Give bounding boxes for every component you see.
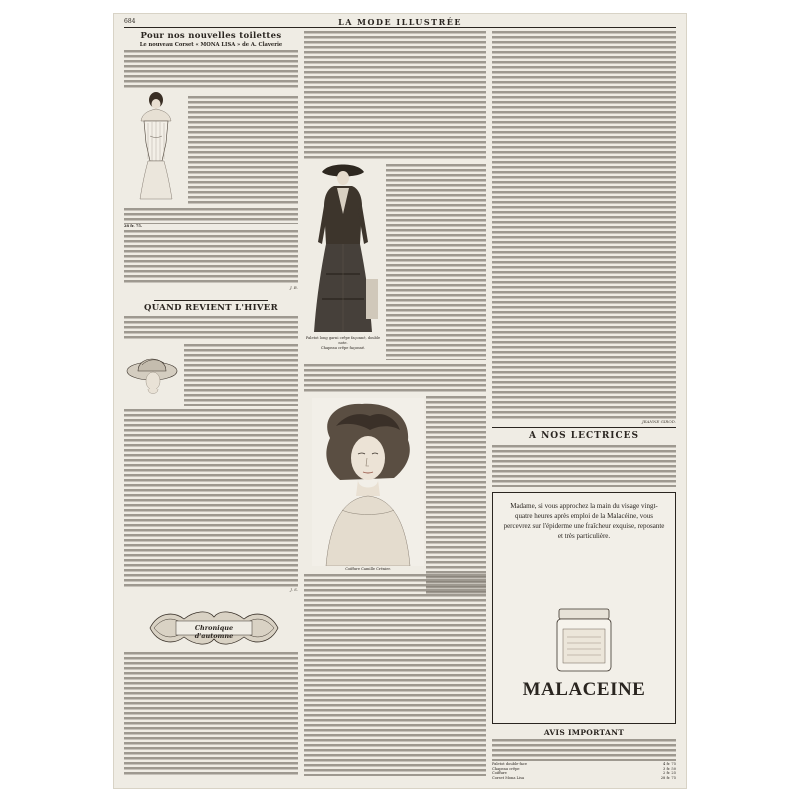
section-divider-lectrices <box>492 427 676 428</box>
article-body-corset-right <box>188 96 298 206</box>
article-body-hiver-right <box>184 344 298 406</box>
article-body-col2-bottom <box>304 574 486 776</box>
hat-illustration <box>126 343 180 395</box>
corset-illustration <box>126 91 186 201</box>
price-value: 3 fr. 50 <box>663 766 676 771</box>
article-body-col2-right <box>386 164 486 360</box>
price-label: Coiffure <box>492 771 507 776</box>
article-title-hiver: QUAND REVIENT L'HIVER <box>144 303 278 313</box>
jar-illustration <box>555 607 613 673</box>
article-body-col2-mid <box>304 364 486 392</box>
lectrices-body <box>492 445 676 487</box>
page-number: 684 <box>124 18 136 25</box>
banner-title: Chronique d'automne <box>194 624 234 640</box>
price-value: 4 fr. 75 <box>663 762 676 766</box>
article-body-hiver-top <box>124 316 298 340</box>
price-value: 28 fr. 75 <box>660 775 676 780</box>
malaceine-ad <box>492 492 676 724</box>
article-body-chronique <box>124 652 298 776</box>
price-row <box>492 776 676 781</box>
portrait-illustration <box>312 398 424 566</box>
notice-body <box>492 739 676 761</box>
article-body-col2-narrow <box>426 396 486 596</box>
price-label: Paletot double-face <box>492 762 528 766</box>
price-value: 2 fr. 25 <box>663 771 676 776</box>
article-body-hiver-main <box>124 409 298 592</box>
article-body-corset-price <box>124 208 298 290</box>
caption-dress: Paletot long garni crêpe façonné, double note. <box>305 336 381 345</box>
dress-caption-block <box>304 336 382 350</box>
section-divider <box>154 300 268 301</box>
article-body-col2-top <box>304 31 486 159</box>
corset-price: 28 fr. 75. <box>124 224 143 228</box>
dress-illustration <box>304 164 382 334</box>
page-title: LA MODE ILLUSTRÉE <box>338 17 462 27</box>
ad-text: Madame, si vous approchez la main du visage vingt-quatre heures après emploi de la Malacéine, vous percevrez sur l'épiderme une fraîcheur exquise, reposante et très particulière. <box>503 502 665 540</box>
magazine-page <box>114 14 686 788</box>
article-body-col3 <box>492 31 676 424</box>
lectrices-title: A NOS LECTRICES <box>528 431 640 441</box>
ad-brand: MALACEINE <box>522 679 646 700</box>
price-label: Chapeau crêpe <box>492 766 520 771</box>
article-signature-col3: JEANNE GIROD. <box>641 419 676 424</box>
column-1 <box>124 31 298 90</box>
article-title-corset: Pour nos nouvelles toilettes <box>140 31 282 41</box>
article-signature-hiver: J. S. <box>290 587 298 592</box>
article-signature-corset: J. B. <box>289 285 298 290</box>
article-body-corset-intro <box>124 50 298 90</box>
notice-title: AVIS IMPORTANT <box>543 728 625 737</box>
chronique-banner <box>148 607 280 649</box>
caption-hat: Chapeau crêpe façonné. <box>320 345 366 350</box>
caption-portrait: Coiffure Camille Crénier. <box>345 567 391 571</box>
price-list <box>492 762 676 780</box>
price-label: Corset Mona Lisa <box>492 775 525 780</box>
page-header <box>114 14 686 28</box>
article-subtitle-corset: Le nouveau Corset « MONA LISA » de A. Claverie <box>139 42 283 48</box>
header-rule <box>124 27 676 28</box>
